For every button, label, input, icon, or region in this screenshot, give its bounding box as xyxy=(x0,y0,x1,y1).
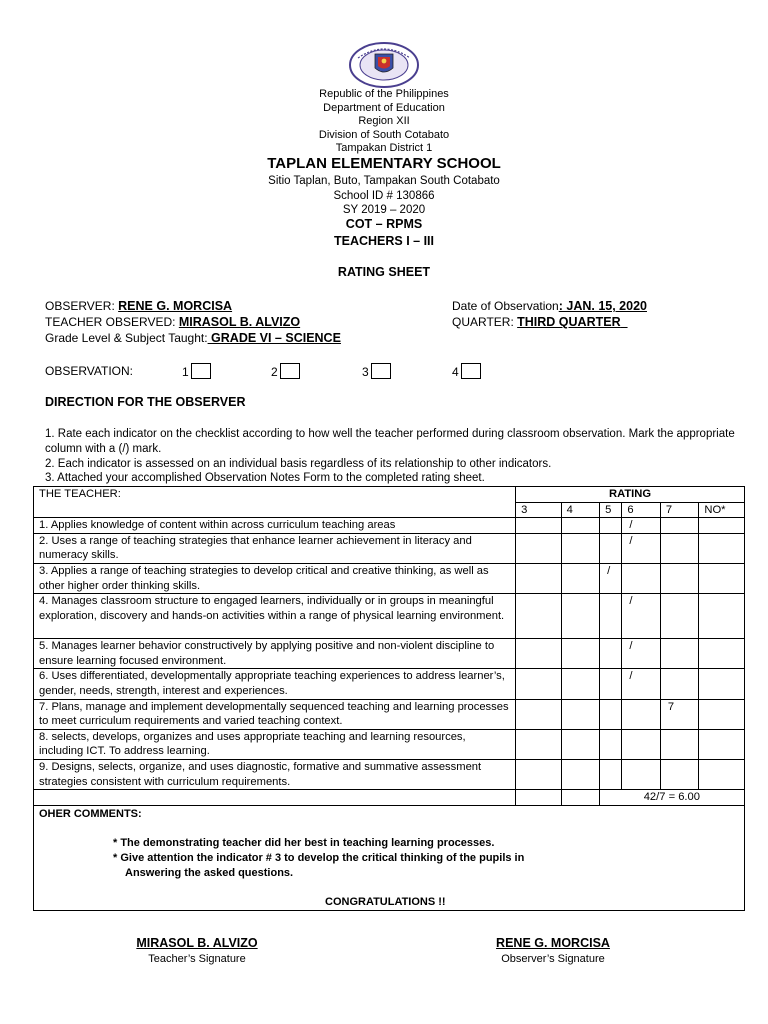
observation-checkbox-2[interactable] xyxy=(280,363,300,379)
rating-mark: 7 xyxy=(667,700,675,713)
teacher-line xyxy=(45,315,300,329)
rating-cell[interactable] xyxy=(600,518,622,534)
indicator-text: 5. Manages learner behavior constructively by applying positive and non-violent discipline to ensure learning focused environment. xyxy=(34,639,516,669)
observation-option-1[interactable]: 1 xyxy=(182,363,211,379)
rating-cell[interactable] xyxy=(516,699,562,729)
indicator-text: 6. Uses differentiated, developmentally appropriate teaching experiences to address learner’s, gender, needs, strength, interest and experiences. xyxy=(34,669,516,699)
observation-checkbox-1[interactable] xyxy=(191,363,211,379)
rating-cell[interactable] xyxy=(516,759,562,789)
observation-option-4[interactable]: 4 xyxy=(452,363,481,379)
rating-cell[interactable] xyxy=(699,563,745,593)
rating-cell[interactable] xyxy=(699,639,745,669)
observer-signature-label: Observer’s Signature xyxy=(501,953,605,965)
rating-cell[interactable] xyxy=(600,729,622,759)
rating-col-7: 7 xyxy=(660,502,698,518)
rating-cell[interactable] xyxy=(600,639,622,669)
observation-label: OBSERVATION: xyxy=(45,364,134,378)
congratulations-text: CONGRATULATIONS !! xyxy=(325,895,446,908)
rating-cell[interactable] xyxy=(699,594,745,639)
table-row xyxy=(34,699,745,729)
indicator-text: 9. Designs, selects, organize, and uses diagnostic, formative and summative assessment strategies consistent with curriculum requirements. xyxy=(34,759,516,789)
teacher-signature-label: Teacher’s Signature xyxy=(148,953,246,965)
form-title: COT – RPMS xyxy=(345,217,423,231)
grade-value: GRADE VI – SCIENCE xyxy=(207,331,341,345)
rating-col-5: 5 xyxy=(600,502,622,518)
date-line xyxy=(452,299,647,313)
grade-label: Grade Level & Subject Taught: xyxy=(45,331,208,345)
comments-row xyxy=(34,805,745,910)
rating-cell[interactable] xyxy=(516,518,562,534)
total-score: 42/7 = 6.00 xyxy=(600,790,745,806)
rating-cell[interactable] xyxy=(516,563,562,593)
table-row xyxy=(34,563,745,593)
rating-cell[interactable] xyxy=(561,518,599,534)
rating-cell[interactable] xyxy=(622,594,660,639)
rating-cell[interactable] xyxy=(622,729,660,759)
teacher-signature-name: MIRASOL B. ALVIZO xyxy=(136,936,258,950)
indicator-text: 7. Plans, manage and implement developmentally sequenced teaching and learning processes to meet curriculum requirements and varied teaching context. xyxy=(34,699,516,729)
rating-header: RATING xyxy=(516,487,745,503)
rating-cell[interactable] xyxy=(660,563,698,593)
rating-cell[interactable] xyxy=(660,594,698,639)
deped-seal-icon xyxy=(348,42,420,88)
rating-cell[interactable] xyxy=(660,533,698,563)
rating-cell[interactable] xyxy=(561,594,599,639)
rating-cell[interactable] xyxy=(561,639,599,669)
header-line-district: Tampakan District 1 xyxy=(335,142,433,154)
rating-cell[interactable] xyxy=(561,563,599,593)
rating-cell[interactable] xyxy=(622,533,660,563)
header-line-republic: Republic of the Philippines xyxy=(319,88,449,100)
rating-cell[interactable] xyxy=(622,699,660,729)
teacher-signature-block xyxy=(97,936,297,965)
direction-item-2: 2. Each indicator is assessed on an individual basis regardless of its relationship to other indicators. xyxy=(45,457,552,470)
direction-item-1: 1. Rate each indicator on the checklist according to how well the teacher performed during classroom observation. Mark the appropriate column with a (/) mark. xyxy=(45,428,735,455)
date-value: : JAN. 15, 2020 xyxy=(558,299,647,313)
rating-cell[interactable] xyxy=(699,518,745,534)
indicator-text: 3. Applies a range of teaching strategies to develop critical and creative thinking, as well as other higher order thinking skills. xyxy=(34,563,516,593)
header-line-division: Division of South Cotabato xyxy=(318,128,450,141)
rating-cell[interactable] xyxy=(600,594,622,639)
rating-table xyxy=(33,486,745,911)
rating-cell[interactable] xyxy=(600,759,622,789)
observer-value: RENE G. MORCISA xyxy=(118,299,233,313)
rating-cell[interactable] xyxy=(699,533,745,563)
rating-cell[interactable] xyxy=(561,669,599,699)
rating-cell[interactable] xyxy=(516,533,562,563)
observer-signature-block xyxy=(453,936,653,965)
rating-mark: / xyxy=(629,595,633,608)
rating-cell[interactable] xyxy=(660,669,698,699)
table-row xyxy=(34,669,745,699)
comment-line-2: * Give attention the indicator # 3 to develop the critical thinking of the pupils in xyxy=(113,851,525,864)
school-id: School ID # 130866 xyxy=(333,189,435,202)
table-row xyxy=(34,759,745,789)
rating-cell[interactable] xyxy=(660,759,698,789)
rating-cell[interactable] xyxy=(699,669,745,699)
observation-option-3[interactable]: 3 xyxy=(362,363,391,379)
rating-mark: / xyxy=(607,564,611,577)
rating-cell[interactable] xyxy=(622,669,660,699)
rating-cell[interactable] xyxy=(699,729,745,759)
header-line-region: Region XII xyxy=(358,115,410,127)
indicator-text: 2. Uses a range of teaching strategies that enhance learner achievement in literacy and numeracy skills. xyxy=(34,533,516,563)
rating-cell[interactable] xyxy=(561,699,599,729)
table-row xyxy=(34,518,745,534)
observer-signature-name: RENE G. MORCISA xyxy=(496,936,610,950)
rating-col-4: 4 xyxy=(561,502,599,518)
quarter-value: THIRD QUARTER xyxy=(517,315,621,329)
rating-cell[interactable] xyxy=(561,533,599,563)
rating-cell[interactable] xyxy=(622,518,660,534)
directions-title: DIRECTION FOR THE OBSERVER xyxy=(45,395,246,409)
observer-line xyxy=(45,299,232,313)
rating-cell[interactable] xyxy=(660,639,698,669)
school-address: Sitio Taplan, Buto, Tampakan South Cotabato xyxy=(268,175,500,187)
total-row xyxy=(34,790,745,806)
rating-cell[interactable] xyxy=(561,729,599,759)
comment-line-1: * The demonstrating teacher did her best in teaching learning processes. xyxy=(113,836,495,849)
teacher-value: MIRASOL B. ALVIZO xyxy=(178,315,301,329)
rating-cell[interactable] xyxy=(622,563,660,593)
rating-mark: / xyxy=(629,640,633,653)
rating-cell[interactable] xyxy=(600,563,622,593)
rating-cell[interactable] xyxy=(622,639,660,669)
header-line-department: Department of Education xyxy=(323,101,445,114)
rating-cell[interactable] xyxy=(660,518,698,534)
quarter-label: QUARTER: xyxy=(452,315,514,329)
table-row xyxy=(34,594,745,639)
observer-label: OBSERVER: xyxy=(45,299,115,313)
table-row xyxy=(34,639,745,669)
comments-label: OHER COMMENTS: xyxy=(39,807,142,820)
observation-checkbox-3[interactable] xyxy=(371,363,391,379)
indicator-text: 4. Manages classroom structure to engaged learners, individually or in groups in meaningful exploration, discovery and hands-on activities within a range of physical learning environment. xyxy=(34,594,516,639)
sheet-title: RATING SHEET xyxy=(337,265,431,279)
indicator-text: 8. selects, develops, organizes and uses appropriate teaching and learning resources, including ICT. To address learning. xyxy=(34,729,516,759)
comments-cell xyxy=(34,805,745,910)
rating-cell[interactable] xyxy=(561,759,599,789)
rating-col-no: NO* xyxy=(699,502,745,518)
teacher-header: THE TEACHER: xyxy=(34,487,516,518)
comment-line-3: Answering the asked questions. xyxy=(125,866,294,879)
rating-cell[interactable] xyxy=(516,729,562,759)
date-label: Date of Observation xyxy=(452,299,559,313)
direction-item-3: 3. Attached your accomplished Observation Notes Form to the completed rating sheet. xyxy=(45,472,485,484)
school-name: TAPLAN ELEMENTARY SCHOOL xyxy=(267,155,501,172)
quarter-line xyxy=(452,315,628,329)
teacher-label: TEACHER OBSERVED: xyxy=(45,315,176,329)
rating-cell[interactable] xyxy=(660,729,698,759)
rating-col-3: 3 xyxy=(516,502,562,518)
rating-cell[interactable] xyxy=(516,669,562,699)
rating-cell[interactable] xyxy=(516,639,562,669)
rating-cell[interactable] xyxy=(600,699,622,729)
form-subtitle: TEACHERS I – III xyxy=(333,234,435,248)
rating-cell[interactable] xyxy=(600,533,622,563)
indicator-text: 1. Applies knowledge of content within across curriculum teaching areas xyxy=(34,518,516,534)
rating-cell[interactable] xyxy=(699,759,745,789)
rating-cell[interactable] xyxy=(699,699,745,729)
indicator-rows xyxy=(34,518,745,790)
table-header-row xyxy=(34,487,745,503)
rating-cell[interactable] xyxy=(516,594,562,639)
rating-col-6: 6 xyxy=(622,502,660,518)
observation-option-2[interactable]: 2 xyxy=(271,363,300,379)
rating-cell[interactable] xyxy=(622,759,660,789)
table-row xyxy=(34,533,745,563)
rating-mark: / xyxy=(629,519,633,532)
rating-mark: / xyxy=(629,670,633,683)
rating-cell[interactable] xyxy=(600,669,622,699)
grade-line xyxy=(45,331,341,345)
rating-mark: / xyxy=(629,534,633,547)
rating-cell[interactable] xyxy=(660,699,698,729)
table-row xyxy=(34,729,745,759)
observation-checkbox-4[interactable] xyxy=(461,363,481,379)
school-year: SY 2019 – 2020 xyxy=(342,204,426,216)
